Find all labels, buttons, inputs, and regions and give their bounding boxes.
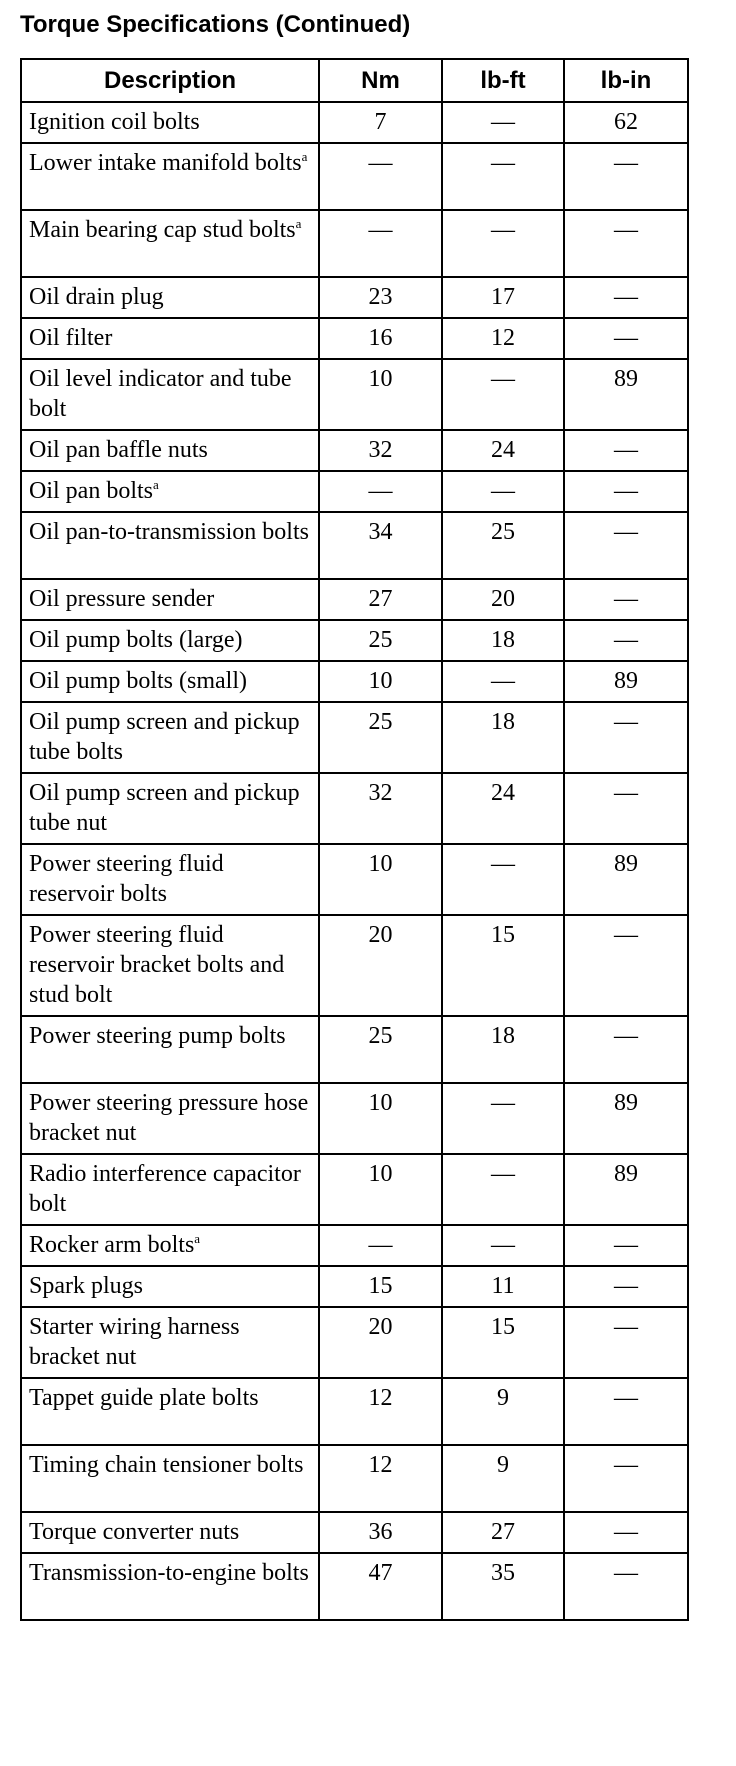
cell-lbft: 9	[442, 1445, 564, 1512]
cell-nm: 10	[319, 1154, 442, 1225]
table-row	[21, 844, 688, 915]
cell-nm: 12	[319, 1445, 442, 1512]
cell-description	[21, 620, 319, 661]
cell-description	[21, 1154, 319, 1225]
table-row	[21, 1016, 688, 1083]
cell-lbin: 89	[564, 661, 688, 702]
table-row	[21, 210, 688, 277]
description-text: Transmission-to-engine bolts	[29, 1560, 309, 1586]
description-text: Rocker arm bolts	[29, 1232, 195, 1258]
cell-nm: —	[319, 143, 442, 210]
cell-lbft: —	[442, 359, 564, 430]
cell-lbft: 18	[442, 1016, 564, 1083]
cell-lbin: —	[564, 1266, 688, 1307]
cell-description	[21, 1083, 319, 1154]
table-row	[21, 1083, 688, 1154]
description-text: Oil pump screen and pickup tube bolts	[29, 709, 300, 765]
table-row	[21, 1225, 688, 1266]
cell-description	[21, 844, 319, 915]
cell-lbin: —	[564, 471, 688, 512]
cell-lbft: 12	[442, 318, 564, 359]
table-row	[21, 620, 688, 661]
cell-nm: 32	[319, 430, 442, 471]
cell-lbft: 20	[442, 579, 564, 620]
cell-nm: 25	[319, 620, 442, 661]
table-row	[21, 1445, 688, 1512]
cell-nm: 36	[319, 1512, 442, 1553]
page-title: Torque Specifications (Continued)	[20, 11, 411, 38]
cell-lbin: —	[564, 1378, 688, 1445]
cell-lbin: —	[564, 620, 688, 661]
cell-lbin: 89	[564, 1083, 688, 1154]
cell-nm: 25	[319, 1016, 442, 1083]
cell-lbin: —	[564, 1445, 688, 1512]
column-header-lbft: lb-ft	[442, 59, 564, 102]
table-row	[21, 359, 688, 430]
cell-lbin: 89	[564, 844, 688, 915]
cell-description	[21, 277, 319, 318]
cell-description	[21, 1016, 319, 1083]
cell-lbft: 24	[442, 773, 564, 844]
description-text: Ignition coil bolts	[29, 109, 200, 135]
cell-lbft: —	[442, 102, 564, 143]
description-text: Power steering fluid reservoir bolts	[29, 851, 224, 907]
cell-lbft: 18	[442, 620, 564, 661]
table-row	[21, 661, 688, 702]
cell-nm: —	[319, 1225, 442, 1266]
table-row	[21, 702, 688, 773]
cell-lbft: —	[442, 1083, 564, 1154]
table-body	[21, 102, 688, 1620]
column-header-description: Description	[21, 59, 319, 102]
cell-description	[21, 512, 319, 579]
table-row	[21, 1553, 688, 1620]
table-row	[21, 579, 688, 620]
description-text: Oil pump bolts (small)	[29, 668, 247, 694]
description-text: Lower intake manifold bolts	[29, 150, 302, 176]
footnote-marker: a	[194, 1231, 201, 1246]
table-header	[21, 59, 688, 102]
cell-description	[21, 143, 319, 210]
description-text: Oil pan bolts	[29, 478, 153, 504]
cell-description	[21, 471, 319, 512]
description-text: Oil filter	[29, 325, 113, 351]
column-header-lbin: lb-in	[564, 59, 688, 102]
cell-lbft: 9	[442, 1378, 564, 1445]
cell-lbin: —	[564, 210, 688, 277]
table-row	[21, 102, 688, 143]
cell-nm: 23	[319, 277, 442, 318]
description-text: Starter wiring harness bracket nut	[29, 1314, 240, 1370]
cell-nm: 10	[319, 661, 442, 702]
cell-lbin: —	[564, 915, 688, 1016]
footnote-marker: a	[295, 216, 302, 231]
cell-description	[21, 210, 319, 277]
cell-description	[21, 1225, 319, 1266]
table-row	[21, 1154, 688, 1225]
table-row	[21, 1266, 688, 1307]
description-text: Power steering fluid reservoir bracket bolts and stud bolt	[29, 922, 285, 1008]
cell-description	[21, 1378, 319, 1445]
cell-lbft: 24	[442, 430, 564, 471]
table-row	[21, 143, 688, 210]
cell-nm: 12	[319, 1378, 442, 1445]
cell-nm: 10	[319, 844, 442, 915]
cell-description	[21, 1266, 319, 1307]
description-text: Timing chain tensioner bolts	[29, 1452, 304, 1478]
cell-lbin: —	[564, 1553, 688, 1620]
cell-lbin: —	[564, 579, 688, 620]
cell-lbft: 17	[442, 277, 564, 318]
cell-nm: 16	[319, 318, 442, 359]
description-text: Oil pan baffle nuts	[29, 437, 208, 463]
cell-lbin: —	[564, 702, 688, 773]
torque-spec-table	[20, 58, 689, 1621]
cell-lbft: —	[442, 844, 564, 915]
cell-nm: 15	[319, 1266, 442, 1307]
description-text: Oil pan-to-transmission bolts	[29, 519, 309, 545]
cell-description	[21, 359, 319, 430]
table-row	[21, 773, 688, 844]
cell-lbft: 15	[442, 915, 564, 1016]
cell-nm: 20	[319, 1307, 442, 1378]
cell-nm: 25	[319, 702, 442, 773]
cell-lbft: —	[442, 143, 564, 210]
cell-description	[21, 702, 319, 773]
cell-lbft: —	[442, 1154, 564, 1225]
table-row	[21, 471, 688, 512]
table-row	[21, 1307, 688, 1378]
cell-lbft: 11	[442, 1266, 564, 1307]
cell-description	[21, 318, 319, 359]
cell-description	[21, 915, 319, 1016]
cell-description	[21, 430, 319, 471]
cell-lbft: 25	[442, 512, 564, 579]
cell-lbin: —	[564, 430, 688, 471]
cell-lbft: —	[442, 210, 564, 277]
description-text: Oil pump screen and pickup tube nut	[29, 780, 300, 836]
cell-lbin: 62	[564, 102, 688, 143]
cell-lbin: —	[564, 143, 688, 210]
cell-lbin: 89	[564, 359, 688, 430]
cell-lbft: 18	[442, 702, 564, 773]
cell-nm: 34	[319, 512, 442, 579]
cell-nm: 27	[319, 579, 442, 620]
cell-description	[21, 579, 319, 620]
cell-description	[21, 661, 319, 702]
footnote-marker: a	[301, 149, 308, 164]
description-text: Oil level indicator and tube bolt	[29, 366, 292, 422]
cell-nm: 10	[319, 1083, 442, 1154]
cell-lbin: 89	[564, 1154, 688, 1225]
cell-lbft: —	[442, 471, 564, 512]
cell-lbin: —	[564, 512, 688, 579]
footnote-marker: a	[153, 477, 159, 492]
cell-lbft: —	[442, 1225, 564, 1266]
table-row	[21, 915, 688, 1016]
cell-lbft: 35	[442, 1553, 564, 1620]
cell-lbin: —	[564, 773, 688, 844]
table-row	[21, 318, 688, 359]
table-row	[21, 1512, 688, 1553]
cell-nm: 10	[319, 359, 442, 430]
table-row	[21, 277, 688, 318]
table-row	[21, 430, 688, 471]
cell-lbin: —	[564, 318, 688, 359]
cell-description	[21, 1307, 319, 1378]
cell-description	[21, 773, 319, 844]
description-text: Oil pressure sender	[29, 586, 215, 612]
cell-lbft: 15	[442, 1307, 564, 1378]
cell-nm: 32	[319, 773, 442, 844]
description-text: Spark plugs	[29, 1273, 143, 1299]
table-row	[21, 1378, 688, 1445]
cell-lbin: —	[564, 1225, 688, 1266]
cell-lbin: —	[564, 277, 688, 318]
table-row	[21, 512, 688, 579]
description-text: Radio interference capacitor bolt	[29, 1161, 301, 1217]
cell-description	[21, 102, 319, 143]
cell-lbin: —	[564, 1512, 688, 1553]
column-header-nm: Nm	[319, 59, 442, 102]
description-text: Power steering pump bolts	[29, 1023, 286, 1049]
description-text: Main bearing cap stud bolts	[29, 217, 296, 243]
cell-nm: 20	[319, 915, 442, 1016]
cell-nm: 7	[319, 102, 442, 143]
cell-lbin: —	[564, 1307, 688, 1378]
description-text: Power steering pressure hose bracket nut	[29, 1090, 309, 1146]
header-row	[21, 59, 688, 102]
description-text: Torque converter nuts	[29, 1519, 240, 1545]
cell-nm: —	[319, 471, 442, 512]
cell-description	[21, 1512, 319, 1553]
cell-nm: —	[319, 210, 442, 277]
cell-description	[21, 1553, 319, 1620]
cell-lbft: 27	[442, 1512, 564, 1553]
description-text: Oil pump bolts (large)	[29, 627, 243, 653]
cell-description	[21, 1445, 319, 1512]
cell-lbft: —	[442, 661, 564, 702]
cell-lbin: —	[564, 1016, 688, 1083]
cell-nm: 47	[319, 1553, 442, 1620]
description-text: Oil drain plug	[29, 284, 164, 310]
description-text: Tappet guide plate bolts	[29, 1385, 259, 1411]
